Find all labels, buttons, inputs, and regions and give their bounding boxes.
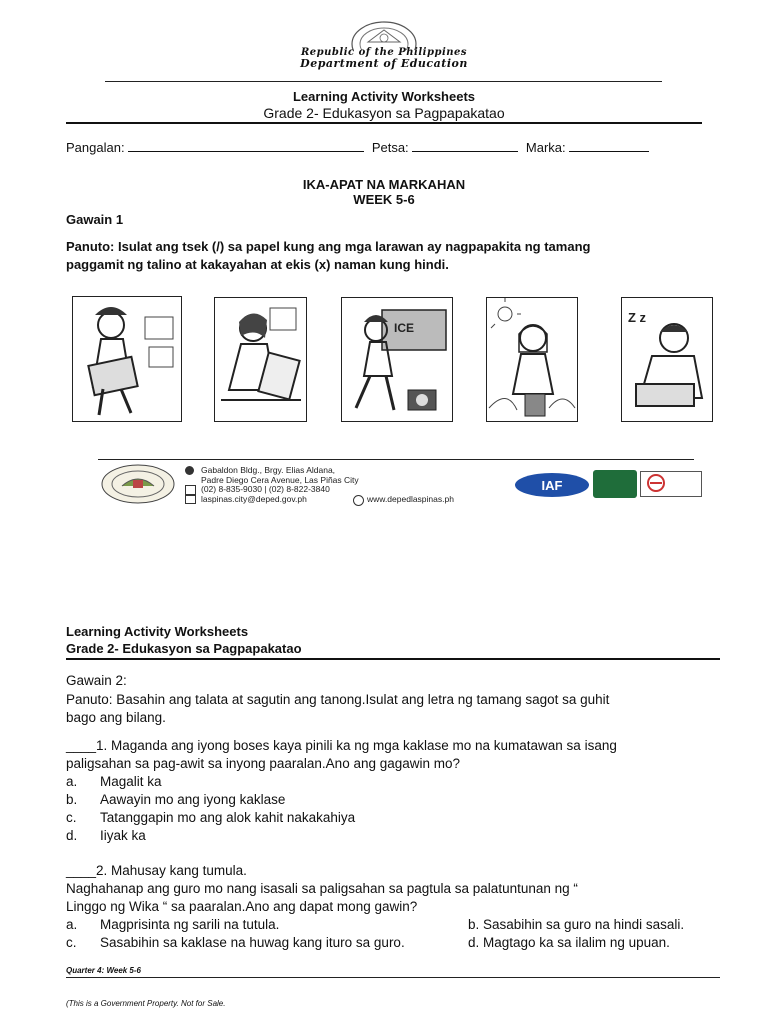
worksheet-title: Learning Activity Worksheets [292, 89, 476, 104]
worksheet-subtitle: Grade 2- Edukasyon sa Pagpapakatao [263, 105, 505, 121]
picture-girl-dancing [341, 297, 453, 422]
svg-text:IAF: IAF [541, 478, 563, 493]
score-label: Marka: [525, 140, 566, 155]
svg-text:ICE: ICE [394, 321, 415, 335]
footer-quarter-label: Quarter 4: Week 5-6 [66, 966, 141, 975]
footer-divider [66, 977, 720, 978]
location-icon [185, 466, 194, 475]
page2-subtitle: Grade 2- Edukasyon sa Pagpapakatao [66, 641, 302, 656]
svg-text:Z z: Z z [628, 310, 647, 325]
contact-divider [98, 459, 694, 460]
activity1-instructions-line1: Panuto: Isulat ang tsek (/) sa papel kung ang mga larawan ay nagpapakita ng tamang [66, 239, 591, 254]
q1-option-b[interactable]: b. Aawayin mo ang iyong kaklase [66, 792, 286, 807]
picture-girl-crying [486, 297, 578, 422]
website-text[interactable]: www.depedlaspinas.ph [367, 494, 454, 504]
q2-option-d[interactable]: d. Magtago ka sa ilalim ng upuan. [468, 935, 670, 950]
deped-seal-logo [350, 20, 418, 50]
department-text: Department of Education [300, 57, 468, 70]
question2-line3: Linggo ng Wika “ sa paaralan.Ano ang dapat mong gawin? [66, 899, 418, 914]
date-field[interactable] [412, 139, 518, 152]
name-field[interactable] [128, 139, 364, 152]
q2-option-b[interactable]: b. Sasabihin sa guro na hindi sasali. [468, 917, 685, 932]
activity2-instructions-line1: Panuto: Basahin ang talata at sagutin ang tanong.Isulat ang letra ng tamang sagot sa guhit [66, 692, 610, 707]
contact-block [181, 464, 496, 504]
activity2-instructions-line2: bago ang bilang. [66, 710, 166, 725]
iaf-logo [514, 472, 590, 498]
phone-text: (02) 8-835-9030 | (02) 8-822-3840 [201, 484, 330, 494]
picture-girl-reading-book [72, 296, 182, 422]
date-label: Petsa: [371, 140, 409, 155]
q1-option-d[interactable]: d. Iiyak ka [66, 828, 146, 843]
email-icon [185, 495, 196, 504]
picture-boy-sleeping-on-book [621, 297, 713, 422]
activity2-title: Gawain 2: [66, 673, 127, 688]
week-heading: WEEK 5-6 [353, 192, 415, 207]
q2-option-c[interactable]: c. Sasabihin sa kaklase na huwag kang ituro sa guro. [66, 935, 405, 950]
q1-option-c[interactable]: c. Tatanggapin mo ang alok kahit nakakahiya [66, 810, 356, 825]
activity1-title: Gawain 1 [66, 212, 124, 227]
address-line1: Gabaldon Bldg., Brgy. Elias Aldana, [201, 465, 336, 475]
email-text[interactable]: laspinas.city@deped.gov.ph [201, 494, 307, 504]
name-label: Pangalan: [66, 140, 125, 155]
question1-line2: paligsahan sa pag-awit sa inyong paaralan.Ano ang gagawin mo? [66, 756, 461, 771]
question2-line2: Naghahanap ang guro mo nang isasali sa paligsahan sa pagtula sa palatuntunan ng “ [66, 881, 578, 896]
page2-title: Learning Activity Worksheets [66, 624, 249, 639]
score-field[interactable] [569, 139, 649, 152]
web-icon [353, 495, 364, 506]
iso-certification-logo [640, 471, 702, 497]
student-info-row [66, 139, 649, 155]
activity1-instructions-line2: paggamit ng talino at kakayahan at ekis (x) naman kung hindi. [66, 257, 449, 272]
phone-icon [185, 485, 196, 495]
republic-text: Republic of the Philippines [300, 47, 467, 58]
q1-option-a[interactable]: a. Magalit ka [66, 774, 162, 789]
picture-girl-drawing [214, 297, 307, 422]
page2-title-divider [66, 658, 720, 660]
question1-line1: ____1. Maganda ang iyong boses kaya pinili ka ng mga kaklase mo na kumatawan sa isang [66, 738, 617, 753]
division-seal-logo [100, 464, 176, 504]
question2-line1: ____2. Mahusay kang tumula. [66, 863, 247, 878]
footer-note: (This is a Government Property. Not for Sale. [66, 999, 226, 1008]
certification-badge-logo [593, 470, 637, 498]
title-divider [66, 122, 702, 124]
quarter-heading: IKA-APAT NA MARKAHAN [302, 177, 466, 192]
q2-option-a[interactable]: a. Magprisinta ng sarili na tutula. [66, 917, 280, 932]
address-line2: Padre Diego Cera Avenue, Las Piñas City [201, 475, 359, 485]
header-divider [105, 81, 662, 82]
